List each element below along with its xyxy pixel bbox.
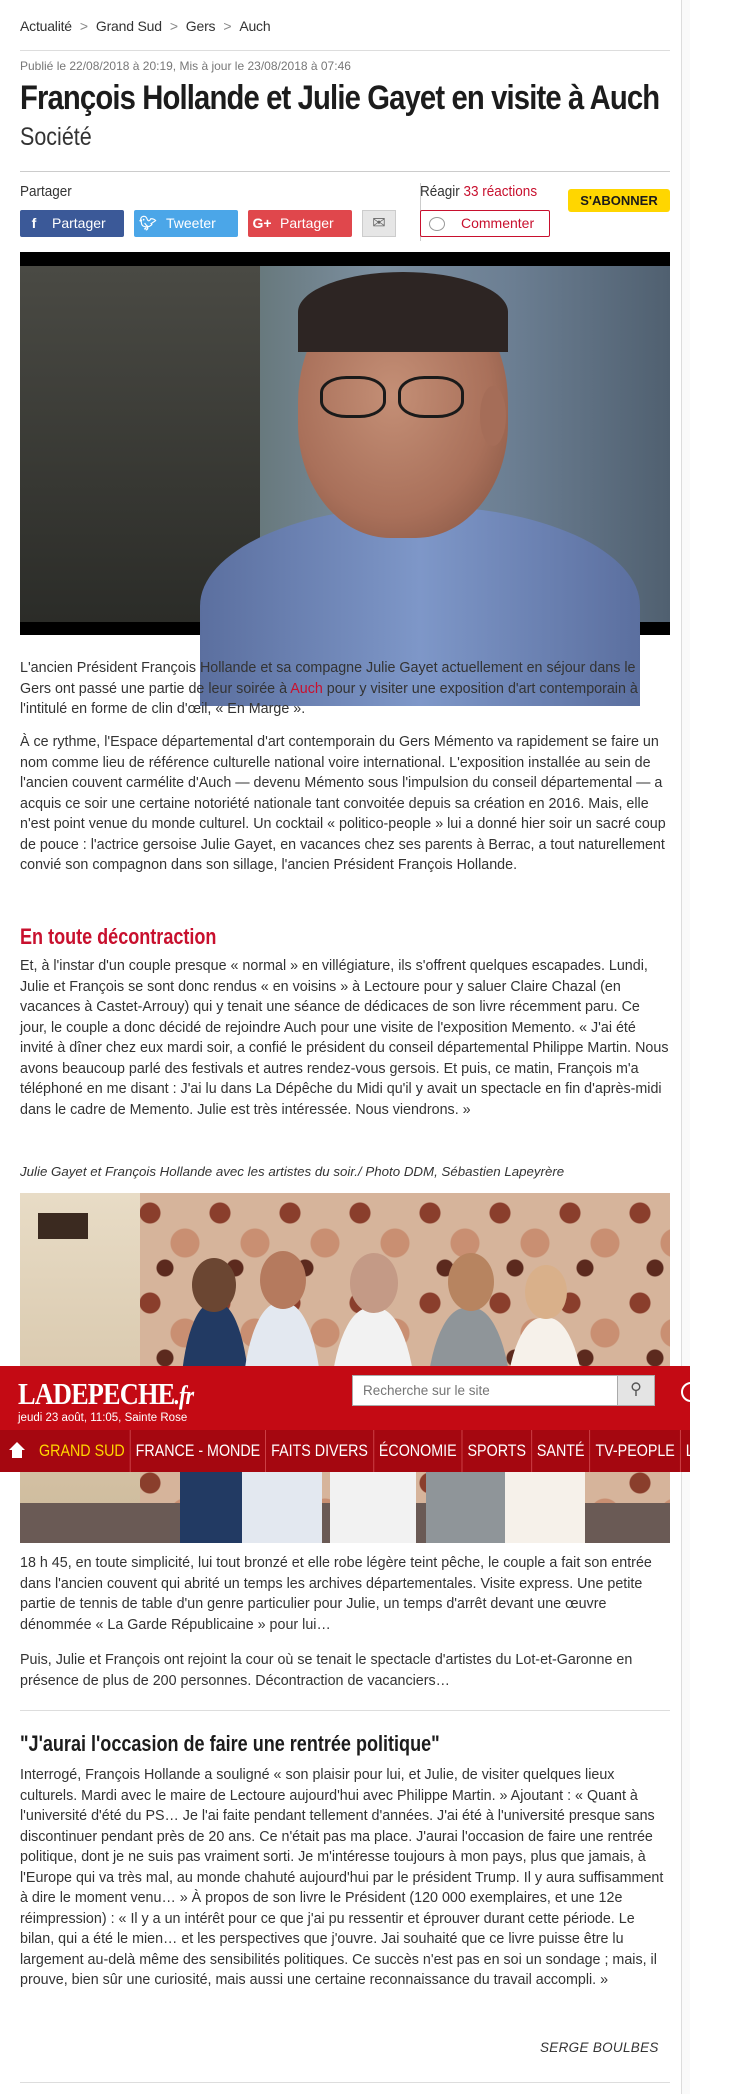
comment-button[interactable] — [420, 210, 550, 237]
twitter-icon: 🐦︎ — [139, 215, 157, 231]
person-5-head — [525, 1265, 567, 1319]
scrollbar[interactable] — [681, 0, 690, 2094]
divider — [20, 2082, 670, 2083]
subheading-decontraction: En toute décontraction — [20, 924, 217, 949]
article-rubric[interactable]: Société — [20, 123, 92, 151]
reactions-header — [420, 183, 537, 200]
nav-tv-people[interactable]: TV-PEOPLE — [590, 1430, 680, 1472]
hero-photo-scene — [20, 266, 670, 622]
comment-label: Commenter — [461, 215, 535, 231]
hero-photo — [20, 252, 670, 635]
publish-dates: Publié le 22/08/2018 à 20:19, Mis à jour le 23/08/2018 à 07:46 — [20, 59, 351, 73]
nav-france-monde[interactable]: FRANCE - MONDE — [130, 1430, 265, 1472]
nav-grand-sud[interactable]: GRAND SUD — [39, 1441, 125, 1460]
facebook-share-button[interactable] — [20, 210, 124, 237]
breadcrumb-separator: > — [223, 18, 232, 34]
twitter-share-label: Tweeter — [166, 215, 216, 231]
paragraph-4: 18 h 45, en toute simplicité, lui tout bronzé et elle robe légère teint pêche, le couple a fait son entrée dans l'ancien couvent qui abrité un temps les archives départementales. Visite express. Une petite partie de tennis de table d'un genre particulier pour Julie, un temps d'arrêt devant une œuvre dénommée « La Garde Républicaine » pour lui… — [20, 1555, 652, 1633]
google-plus-icon: G+ — [252, 215, 272, 231]
subheading-rentree-politique: "J'aurai l'occasion de faire une rentrée politique" — [20, 1731, 440, 1756]
nav-sante[interactable]: SANTÉ — [531, 1430, 590, 1472]
nav-sports[interactable]: SPORTS — [462, 1430, 531, 1472]
breadcrumb-actualite[interactable]: Actualité — [20, 18, 72, 34]
facebook-icon: f — [31, 215, 37, 231]
google-plus-share-button[interactable] — [248, 210, 352, 237]
breadcrumb-separator: > — [169, 18, 178, 34]
breadcrumb-auch[interactable]: Auch — [239, 18, 271, 34]
paragraph-5: Puis, Julie et François ont rejoint la cour où se tenait le spectacle d'artistes du Lot-et-Garonne en présence de plus de 200 personnes. Décontraction de vacanciers… — [20, 1652, 633, 1689]
mail-share-button[interactable] — [362, 210, 396, 237]
facebook-share-label: Partager — [52, 215, 106, 231]
comment-icon — [429, 217, 445, 231]
auch-link[interactable]: Auch — [290, 680, 323, 697]
share-label: Partager — [20, 183, 72, 200]
breadcrumb-grand-sud[interactable]: Grand Sud — [95, 18, 162, 34]
paragraph-6: Interrogé, François Hollande a souligné « son plaisir pour lui, et Julie, de visiter quelques lieux culturels. Mardi avec le maire de Lectoure aujourd'hui avec Philippe Martin. » Ajoutant : « Quant à l'université d'été du PS… Je l'ai faite pendant tellement d'années. J'ai été à l'université presque sans discontinuer pendant près de 20 ans. Ce n'était pas ma place. J'aurai l'occasion de faire une rentrée politique, dont je ne suis pas vraiment sorti. Je m'intéresse toujours à mon pays, plus que jamais, à l'Europe qui va très mal, au monde chahuté aujourd'hui par le président Trump. Il y aura suffisamment à dire le moment venu… » À propos de son livre le Président (120 000 exemplaires, et une 12e réimpression) : « Il y a un intérêt pour ce que j'ai pu ressentir et éprouver durant cette période. Le bilan, qui a été le mien… et les perspectives que j'ouvre. Jai souhaité que ce livre puisse être lu largement au-delà même des sensibilités politiques. Ce succès n'est pas en soi un sondage ; mais, il prouve, bien sûr une curiosité, mais aussi une certaine reconnaissance du travail accompli. » — [20, 1767, 664, 1988]
main-nav — [34, 1430, 747, 1472]
hero-photo-hair — [298, 272, 508, 352]
breadcrumb-separator: > — [79, 18, 88, 34]
nav-loisirs[interactable]: LOISIRS — [680, 1430, 747, 1472]
group-photo-sign — [38, 1213, 88, 1239]
search-icon: ⚲ — [630, 1381, 642, 1398]
person-1-head — [192, 1258, 236, 1312]
mail-icon: ✉ — [372, 215, 386, 232]
sticky-site-header — [0, 1366, 743, 1472]
hero-photo-ear — [480, 386, 506, 446]
breadcrumb-gers[interactable]: Gers — [185, 18, 216, 34]
paragraph-intro — [20, 658, 670, 720]
site-logo[interactable] — [18, 1376, 193, 1412]
person-4-head — [448, 1253, 494, 1311]
paragraph-3: Et, à l'instar d'un couple presque « normal » en villégiature, ils s'offrent quelques escapades. Lundi, Julie et François se sont donc rendus « en voisins » à Lectoure pour y saluer Claire Chazal (en vacances à Castet-Arrouy) qui y tenait une séance de dédicaces de son livre récemment paru. Ce jour, le couple a donc décidé de rejoindre Auch pour une visite de l'exposition Memento. « J'ai été invité à dîner chez eux mardi soir, a confié le président du conseil départemental Philippe Martin. Nous avons beaucoup parlé des festivals et autres rendez-vous gersois. Et puis, ce matin, François m'a téléphoné en me disant : J'ai lu dans La Dépêche du Midi qu'il y avait un spectacle en fin d'après-midi dans le cadre de Memento. Julie est très intéressée. Nous viendrons. » — [20, 958, 669, 1118]
author-signature: SERGE BOULBES — [540, 2040, 659, 2055]
person-3-head — [350, 1253, 398, 1313]
divider — [20, 171, 670, 172]
page-title: François Hollande et Julie Gayet en visite à Auch — [20, 79, 660, 117]
google-plus-share-label: Partager — [280, 215, 334, 231]
breadcrumb — [20, 18, 270, 34]
logo-tld: .fr — [174, 1381, 194, 1410]
header-date: jeudi 23 août, 11:05, Sainte Rose — [18, 1412, 188, 1424]
divider — [20, 1710, 670, 1711]
logo-main: LADEPECHE — [18, 1376, 175, 1411]
subscribe-button[interactable]: S'ABONNER — [568, 189, 670, 212]
home-button[interactable] — [0, 1430, 34, 1472]
nav-economie[interactable]: ÉCONOMIE — [373, 1430, 462, 1472]
search-button[interactable] — [617, 1375, 655, 1406]
reactions-prefix: Réagir — [420, 183, 460, 200]
paragraph-intro-text: L'ancien Président François Hollande et sa compagne Julie Gayet actuellement en séjour dans le Gers ont passé une partie de leur soirée à — [20, 660, 636, 697]
person-2-head — [260, 1251, 306, 1309]
user-icon[interactable] — [681, 1382, 701, 1402]
photo-caption: Julie Gayet et François Hollande avec les artistes du soir./ Photo DDM, Sébastien Lapeyrère — [20, 1164, 565, 1179]
paragraph-intro-text-end: pour y visiter une exposition d'art contemporain à l'intitulé en forme de clin d'œil, « En Marge ». — [20, 680, 638, 717]
hero-photo-glasses — [320, 376, 480, 416]
divider — [20, 50, 670, 51]
reactions-count[interactable]: 33 réactions — [463, 183, 538, 200]
paragraph-2: À ce rythme, l'Espace départemental d'art contemporain du Gers Mémento va rapidement se faire un nom comme lieu de référence culturelle national voire international. L'exposition installée au sein de l'ancien couvent carmélite d'Auch — devenu Mémento sous l'impulsion du conseil départemental — a acquis ce soir une certaine notoriété nationale tant convoitée depuis sa création en 2016. Mais, elle n'est point venue du monde culturel. Un cocktail « politico-people » lui a donné hier soir un sacré coup de pouce : l'actrice gersoise Julie Gayet, en vacances chez ses parents à Berrac, a tout naturellement convié son compagnon dans son sillage, l'ancien Président François Hollande. — [20, 734, 666, 873]
nav-faits-divers[interactable]: FAITS DIVERS — [265, 1430, 373, 1472]
twitter-share-button[interactable] — [134, 210, 238, 237]
search-input[interactable] — [352, 1375, 618, 1406]
